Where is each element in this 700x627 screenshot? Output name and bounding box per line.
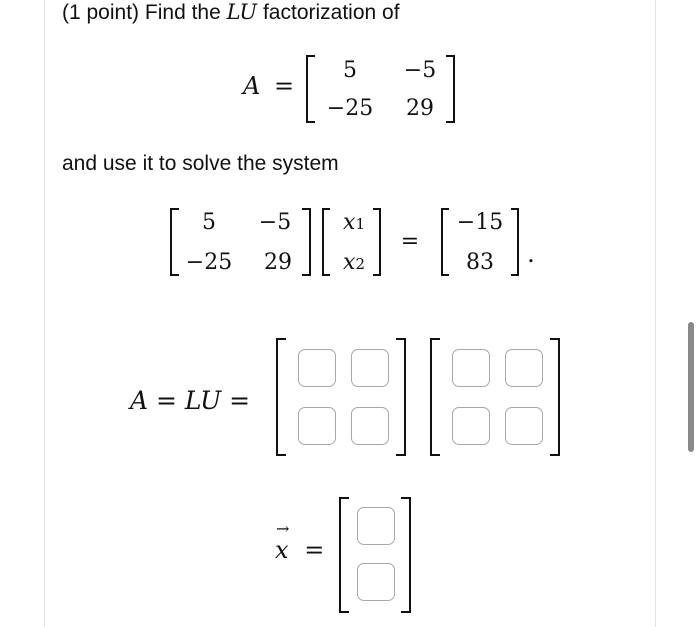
x1-input[interactable] [357, 507, 395, 545]
points-label: (1 point) [62, 1, 140, 24]
matrix-a-right-bracket [446, 55, 455, 123]
system-matrix-cell: −25 [185, 250, 233, 275]
matrix-a-cell: 5 [343, 58, 357, 83]
solution-left-bracket [339, 497, 349, 613]
var-symbol: x [343, 210, 356, 235]
variable-x1 [334, 210, 374, 235]
factorization-label: A = LU = [130, 386, 251, 415]
equals-sign: = [273, 72, 295, 100]
solution-label [275, 519, 325, 564]
rhs-right-bracket [511, 208, 519, 276]
problem-title [62, 0, 400, 25]
matrix-a-equation [243, 72, 294, 100]
matrix-a-cell: −25 [326, 96, 374, 121]
var-subscript: 1 [355, 215, 365, 233]
u-matrix-right-bracket [550, 338, 560, 456]
prompt-text: Find the [144, 1, 221, 24]
instruction-text: and use it to solve the system [62, 152, 339, 175]
problem-panel [44, 0, 656, 627]
matrix-a-cell: 29 [406, 96, 434, 121]
lu-symbol: LU [226, 0, 258, 24]
x2-input[interactable] [357, 563, 395, 601]
rhs-cell: 83 [466, 250, 494, 275]
u-matrix-left-bracket [430, 338, 440, 456]
system-matrix-cell: −5 [258, 210, 292, 235]
l-entry-input[interactable] [351, 349, 389, 387]
u-entry-input[interactable] [452, 349, 490, 387]
l-entry-input[interactable] [298, 407, 336, 445]
rhs-cell: −15 [456, 210, 504, 235]
system-equals-sign: = [400, 229, 420, 254]
var-symbol: x [343, 250, 356, 275]
matrix-a-cell: −5 [403, 58, 437, 83]
system-matrix-cell: 5 [202, 210, 216, 235]
variable-x2 [334, 250, 374, 275]
scrollbar[interactable] [688, 322, 694, 452]
matrix-a-label: A [243, 72, 261, 100]
u-entry-input[interactable] [505, 407, 543, 445]
prompt-text-end: factorization of [262, 1, 400, 24]
solution-variable: x [275, 536, 289, 564]
vector-arrow-icon: → [276, 519, 290, 538]
l-entry-input[interactable] [298, 349, 336, 387]
l-matrix-left-bracket [276, 338, 286, 456]
system-matrix-cell: 29 [264, 250, 292, 275]
matrix-a-left-bracket [306, 55, 315, 123]
vars-right-bracket [373, 208, 381, 276]
u-entry-input[interactable] [452, 407, 490, 445]
vars-left-bracket [322, 208, 330, 276]
l-matrix-right-bracket [396, 338, 406, 456]
var-subscript: 2 [355, 255, 365, 273]
solution-equals-sign: = [304, 536, 325, 564]
period-mark: . [527, 240, 535, 268]
l-entry-input[interactable] [351, 407, 389, 445]
solution-right-bracket [401, 497, 411, 613]
system-right-bracket [302, 208, 311, 276]
u-entry-input[interactable] [505, 349, 543, 387]
